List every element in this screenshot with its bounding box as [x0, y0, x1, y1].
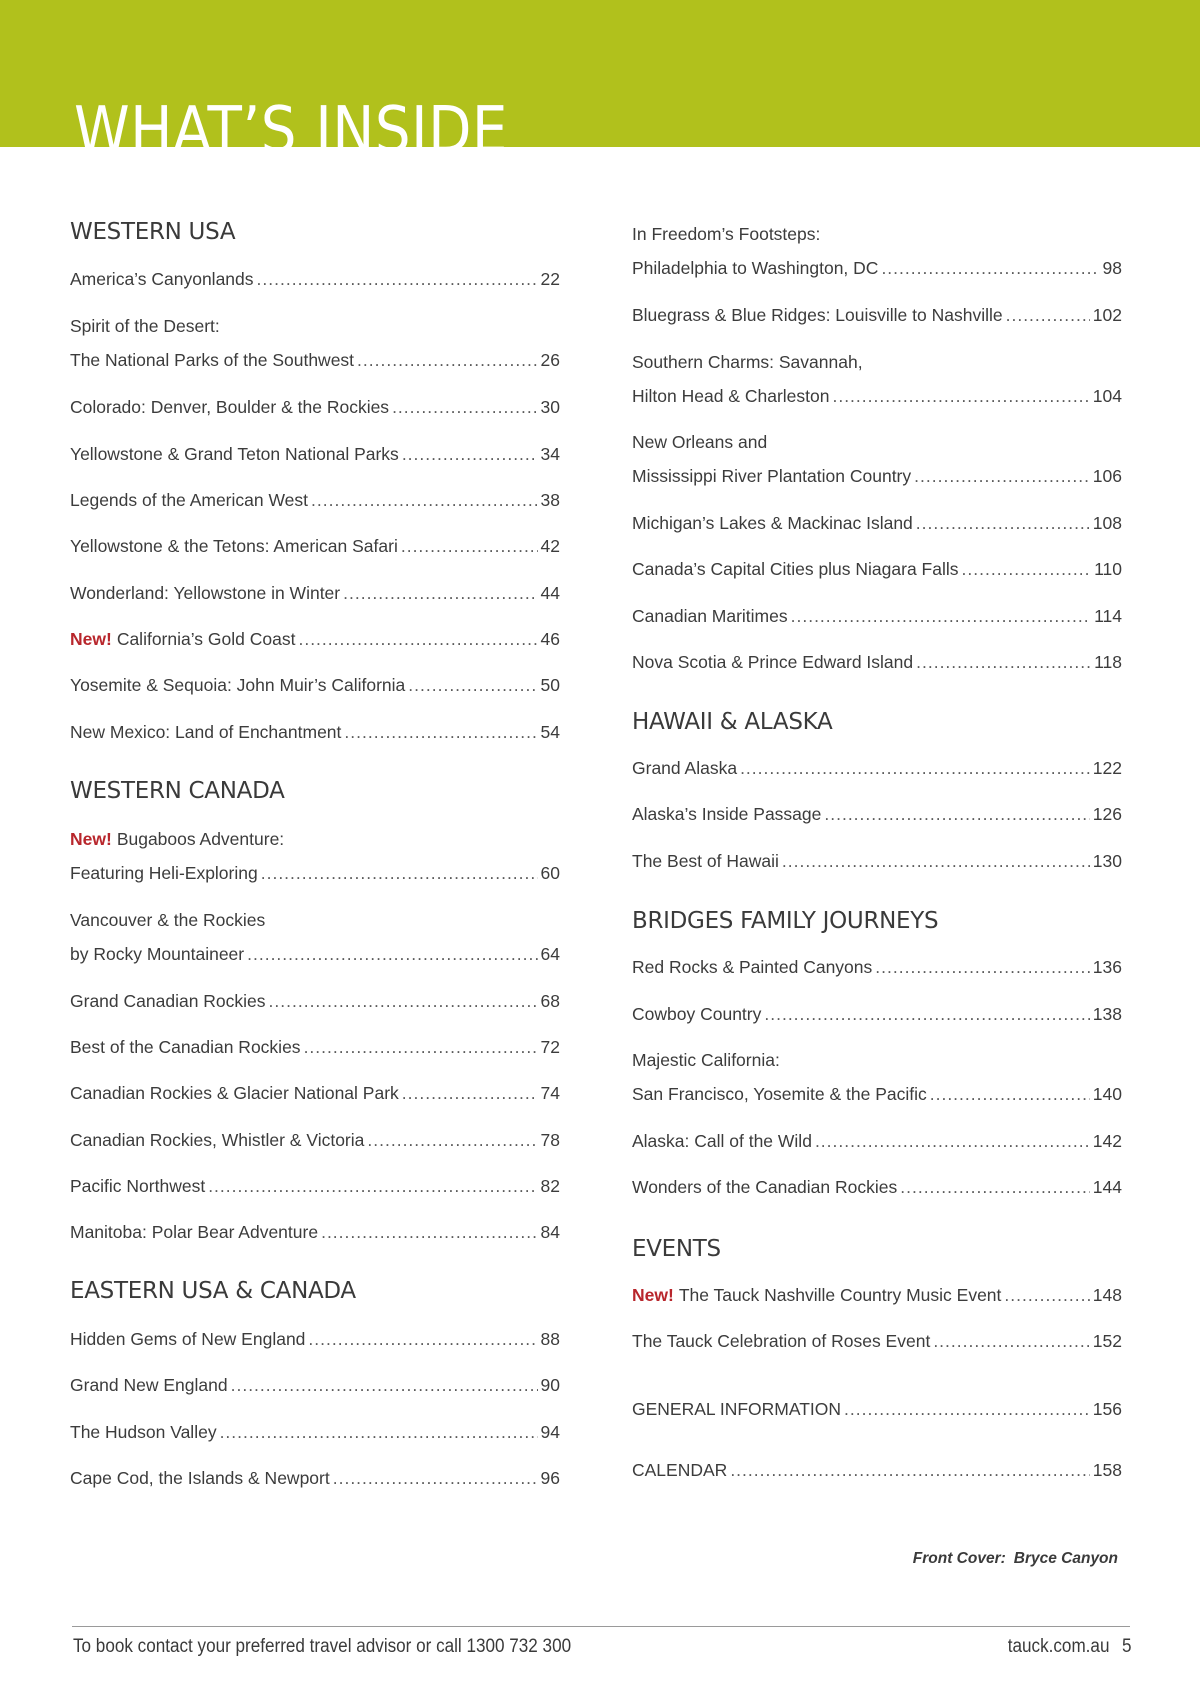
toc-entry[interactable]: In Freedom’s Footsteps: Philadelphia to Washington, DC ..... 98	[632, 217, 1122, 285]
page-number: 140	[1092, 1084, 1122, 1104]
page-number: 126	[1092, 804, 1122, 824]
page-number: 34	[540, 444, 560, 464]
page-number: 118	[1094, 652, 1122, 672]
page-number: 94	[540, 1422, 560, 1442]
toc-entry[interactable]: The Best of Hawaii ..... 130	[632, 844, 1122, 878]
header-banner	[0, 0, 1200, 168]
toc-entry[interactable]: Alaska: Call of the Wild ..... 142	[632, 1124, 1122, 1158]
page-number: 138	[1092, 1004, 1122, 1024]
page-number: 136	[1092, 957, 1122, 977]
toc-entry[interactable]: New Orleans and Mississippi River Plantation Country ..... 106	[632, 425, 1122, 493]
page-number: 130	[1092, 851, 1122, 871]
page-number: 90	[540, 1375, 560, 1395]
toc-entry[interactable]: Alaska’s Inside Passage ..... 126	[632, 797, 1122, 831]
toc-entry-general-information[interactable]: GENERAL INFORMATION ..... 156	[632, 1392, 1122, 1426]
page-number: 104	[1092, 386, 1122, 406]
section-title-western-usa: WESTERN USA	[70, 219, 236, 245]
toc-entry[interactable]: Canadian Rockies & Glacier National Park ..... 74	[70, 1076, 560, 1110]
page-number: 64	[540, 944, 560, 964]
section-title-western-canada: WESTERN CANADA	[70, 778, 285, 804]
toc-entry[interactable]: Colorado: Denver, Boulder & the Rockies ..... 30	[70, 390, 560, 424]
website-link[interactable]: tauck.com.au	[1008, 1636, 1110, 1657]
page-number: 74	[540, 1083, 560, 1103]
toc-entry[interactable]: New! California’s Gold Coast ..... 46	[70, 622, 560, 656]
toc-entry[interactable]: The Tauck Celebration of Roses Event ..... 152	[632, 1324, 1122, 1358]
page-number: 84	[540, 1222, 560, 1242]
page-number: 26	[540, 350, 560, 370]
footer-booking-text: To book contact your preferred travel advisor or call 1300 732 300	[73, 1636, 572, 1657]
toc-entry[interactable]: Cowboy Country ..... 138	[632, 997, 1122, 1031]
front-cover-credit: Front Cover: Bryce Canyon	[912, 1550, 1118, 1567]
toc-entry[interactable]: Majestic California: San Francisco, Yosemite & the Pacific ..... 140	[632, 1043, 1122, 1111]
toc-entry[interactable]: Grand Canadian Rockies ..... 68	[70, 984, 560, 1018]
toc-entry[interactable]: Manitoba: Polar Bear Adventure ..... 84	[70, 1215, 560, 1249]
toc-entry[interactable]: Southern Charms: Savannah, Hilton Head & Charleston ..... 104	[632, 345, 1122, 413]
page-number: 38	[540, 490, 560, 510]
toc-entry[interactable]: The Hudson Valley ..... 94	[70, 1415, 560, 1449]
toc-entry[interactable]: Hidden Gems of New England ..... 88	[70, 1322, 560, 1356]
toc-entry[interactable]: Red Rocks & Painted Canyons ..... 136	[632, 950, 1122, 984]
toc-entry[interactable]: New Mexico: Land of Enchantment ..... 54	[70, 715, 560, 749]
page-number: 158	[1092, 1460, 1122, 1480]
page-number: 122	[1092, 758, 1122, 778]
page-number: 156	[1092, 1399, 1122, 1419]
page-number: 46	[540, 629, 560, 649]
toc-entry[interactable]: New! Bugaboos Adventure: Featuring Heli-Exploring ..... 60	[70, 822, 560, 890]
toc-entry[interactable]: Best of the Canadian Rockies ..... 72	[70, 1030, 560, 1064]
section-title-hawaii-alaska: HAWAII & ALASKA	[632, 709, 833, 735]
toc-entry[interactable]: Canadian Maritimes ..... 114	[632, 599, 1122, 633]
toc-entry[interactable]: Yellowstone & the Tetons: American Safari ..... 42	[70, 529, 560, 563]
page-number: 96	[540, 1468, 560, 1488]
page-number: 142	[1092, 1131, 1122, 1151]
page-number: 148	[1092, 1285, 1122, 1305]
page-number: 82	[540, 1176, 560, 1196]
page-title: WHAT’S INSIDE	[74, 93, 508, 168]
toc-entry[interactable]: Yellowstone & Grand Teton National Parks ..... 34	[70, 437, 560, 471]
page-number: 108	[1092, 513, 1122, 533]
toc-entry[interactable]: Wonders of the Canadian Rockies ..... 144	[632, 1170, 1122, 1204]
section-title-eastern-usa-canada: EASTERN USA & CANADA	[70, 1278, 356, 1304]
page-number: 72	[540, 1037, 560, 1057]
toc-entry[interactable]: Michigan’s Lakes & Mackinac Island ..... 108	[632, 506, 1122, 540]
toc-entry[interactable]: Wonderland: Yellowstone in Winter ..... 44	[70, 576, 560, 610]
toc-entry[interactable]: Vancouver & the Rockies by Rocky Mountaineer ..... 64	[70, 903, 560, 971]
toc-entry[interactable]: New! The Tauck Nashville Country Music Event ..... 148	[632, 1278, 1122, 1312]
toc-entry-calendar[interactable]: CALENDAR ..... 158	[632, 1453, 1122, 1487]
toc-entry[interactable]: Spirit of the Desert: The National Parks of the Southwest ..... 26	[70, 309, 560, 377]
page-number: 144	[1092, 1177, 1122, 1197]
section-title-bridges-family-journeys: BRIDGES FAMILY JOURNEYS	[632, 908, 939, 934]
page-number: 88	[540, 1329, 560, 1349]
toc-entry[interactable]: Canada’s Capital Cities plus Niagara Falls ..... 110	[632, 552, 1122, 586]
new-badge: New!	[70, 829, 112, 849]
page-number: 78	[540, 1130, 560, 1150]
section-title-events: EVENTS	[632, 1236, 721, 1262]
page-number: 102	[1092, 305, 1122, 325]
page-number: 110	[1094, 559, 1122, 579]
page-number: 50	[540, 675, 560, 695]
toc-entry[interactable]: America’s Canyonlands ..... 22	[70, 262, 560, 296]
page-number: 114	[1094, 606, 1122, 626]
page-number: 44	[540, 583, 560, 603]
page-number: 42	[540, 536, 560, 556]
page-number: 22	[540, 269, 560, 289]
new-badge: New!	[632, 1285, 674, 1305]
toc-entry[interactable]: Cape Cod, the Islands & Newport ..... 96	[70, 1461, 560, 1495]
page-number: 54	[540, 722, 560, 742]
footer-divider	[72, 1626, 1130, 1627]
page-number: 68	[540, 991, 560, 1011]
toc-entry[interactable]: Legends of the American West ..... 38	[70, 483, 560, 517]
toc-entry[interactable]: Grand Alaska ..... 122	[632, 751, 1122, 785]
footer-right	[1008, 1636, 1132, 1658]
toc-entry[interactable]: Yosemite & Sequoia: John Muir’s California ..... 50	[70, 668, 560, 702]
toc-entry[interactable]: Nova Scotia & Prince Edward Island ..... 118	[632, 645, 1122, 679]
toc-entry[interactable]: Canadian Rockies, Whistler & Victoria ..... 78	[70, 1123, 560, 1157]
page-number-footer: 5	[1122, 1636, 1132, 1657]
toc-entry[interactable]: Bluegrass & Blue Ridges: Louisville to Nashville ..... 102	[632, 298, 1122, 332]
new-badge: New!	[70, 629, 112, 649]
page-number: 98	[1102, 258, 1122, 278]
toc-entry[interactable]: Pacific Northwest ..... 82	[70, 1169, 560, 1203]
page-number: 106	[1092, 466, 1122, 486]
page-number: 30	[540, 397, 560, 417]
page-number: 152	[1092, 1331, 1122, 1351]
page-number: 60	[540, 863, 560, 883]
toc-entry[interactable]: Grand New England ..... 90	[70, 1368, 560, 1402]
